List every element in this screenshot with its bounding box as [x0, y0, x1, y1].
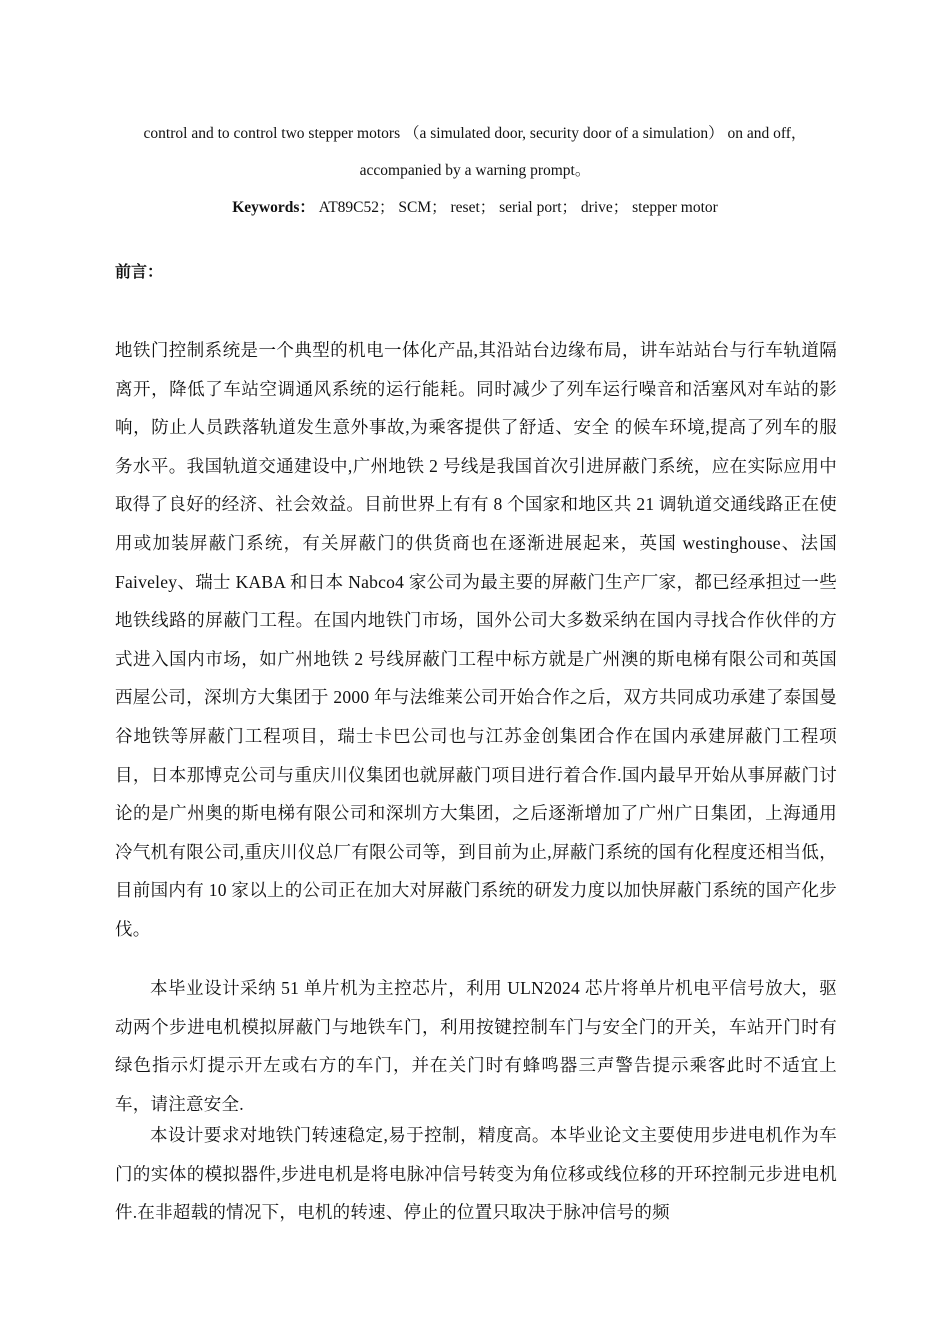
keywords-label: Keywords：	[232, 199, 315, 216]
preface-paragraph	[115, 1116, 837, 1232]
preface-paragraph	[115, 969, 837, 1123]
paragraph-text: 本设计要求对地铁门转速稳定,易于控制，精度高。本毕业论文主要使用步进电机作为车门的实体的模拟器件,步进电机是将电脉冲信号转变为角位移或线位移的开环控制元步进电机件.在非超载的情况下，电机的转速、停止的位置只取决于脉冲信号的频	[115, 1125, 837, 1223]
abstract-line-1: control and to control two stepper motors （a simulated door, security door of a simulation） on and off，	[143, 125, 807, 142]
preface-paragraph	[115, 331, 837, 949]
abstract-line-2: accompanied by a warning prompt。	[359, 162, 591, 179]
preface-heading: 前言：	[115, 264, 164, 281]
keywords-list: AT89C52； SCM； reset； serial port； drive； stepper motor	[318, 199, 718, 216]
paragraph-text: 地铁门控制系统是一个典型的机电一体化产品,其沿站台边缘布局，讲车站站台与行车轨道隔离开，降低了车站空调通风系统的运行能耗。同时减少了列车运行噪音和活塞风对车站的影响，防止人员跌落轨道发生意外事故,为乘客提供了舒适、安全 的候车环境,提高了列车的服务水平。我国轨道交通建设中,广州地铁 2 号线是我国首次引进屏蔽门系统，应在实际应用中取得了良好的经济、社会效益。目前世界上有有 8 个国家和地区共 21 调轨道交通线路正在使用或加装屏蔽门系统，有关屏蔽门的供货商也在逐渐进展起来，英国 westinghouse、法国 Faiveley、瑞士 KABA 和日本 Nabco4 家公司为最主要的屏蔽门生产厂家，都已经承担过一些地铁线路的屏蔽门工程。在国内地铁门市场，国外公司大多数采纳在国内寻找合作伙伴的方式进入国内市场，如广州地铁 2 号线屏蔽门工程中标方就是广州澳的斯电梯有限公司和英国西屋公司，深圳方大集团于 2000 年与法维莱公司开始合作之后，双方共同成功承建了泰国曼谷地铁等屏蔽门工程项目，瑞士卡巴公司也与江苏金创集团合作在国内承建屏蔽门工程项目，日本那博克公司与重庆川仪集团也就屏蔽门项目进行着合作.国内最早开始从事屏蔽门讨论的是广州奥的斯电梯有限公司和深圳方大集团，之后逐渐增加了广州广日集团，上海通用冷气机有限公司,重庆川仪总厂有限公司等，到目前为止,屏蔽门系统的国有化程度还相当低，目前国内有 10 家以上的公司正在加大对屏蔽门系统的研发力度以加快屏蔽门系统的国产化步伐。	[115, 340, 837, 939]
paragraph-text: 本毕业设计采纳 51 单片机为主控芯片，利用 ULN2024 芯片将单片机电平信号放大，驱动两个步进电机模拟屏蔽门与地铁车门，利用按键控制车门与安全门的开关，车站开门时有绿色指示灯提示开左或右方的车门，并在关门时有蜂鸣器三声警告提示乘客此时不适宜上车，请注意安全.	[115, 978, 837, 1114]
keywords-line	[0, 198, 950, 218]
